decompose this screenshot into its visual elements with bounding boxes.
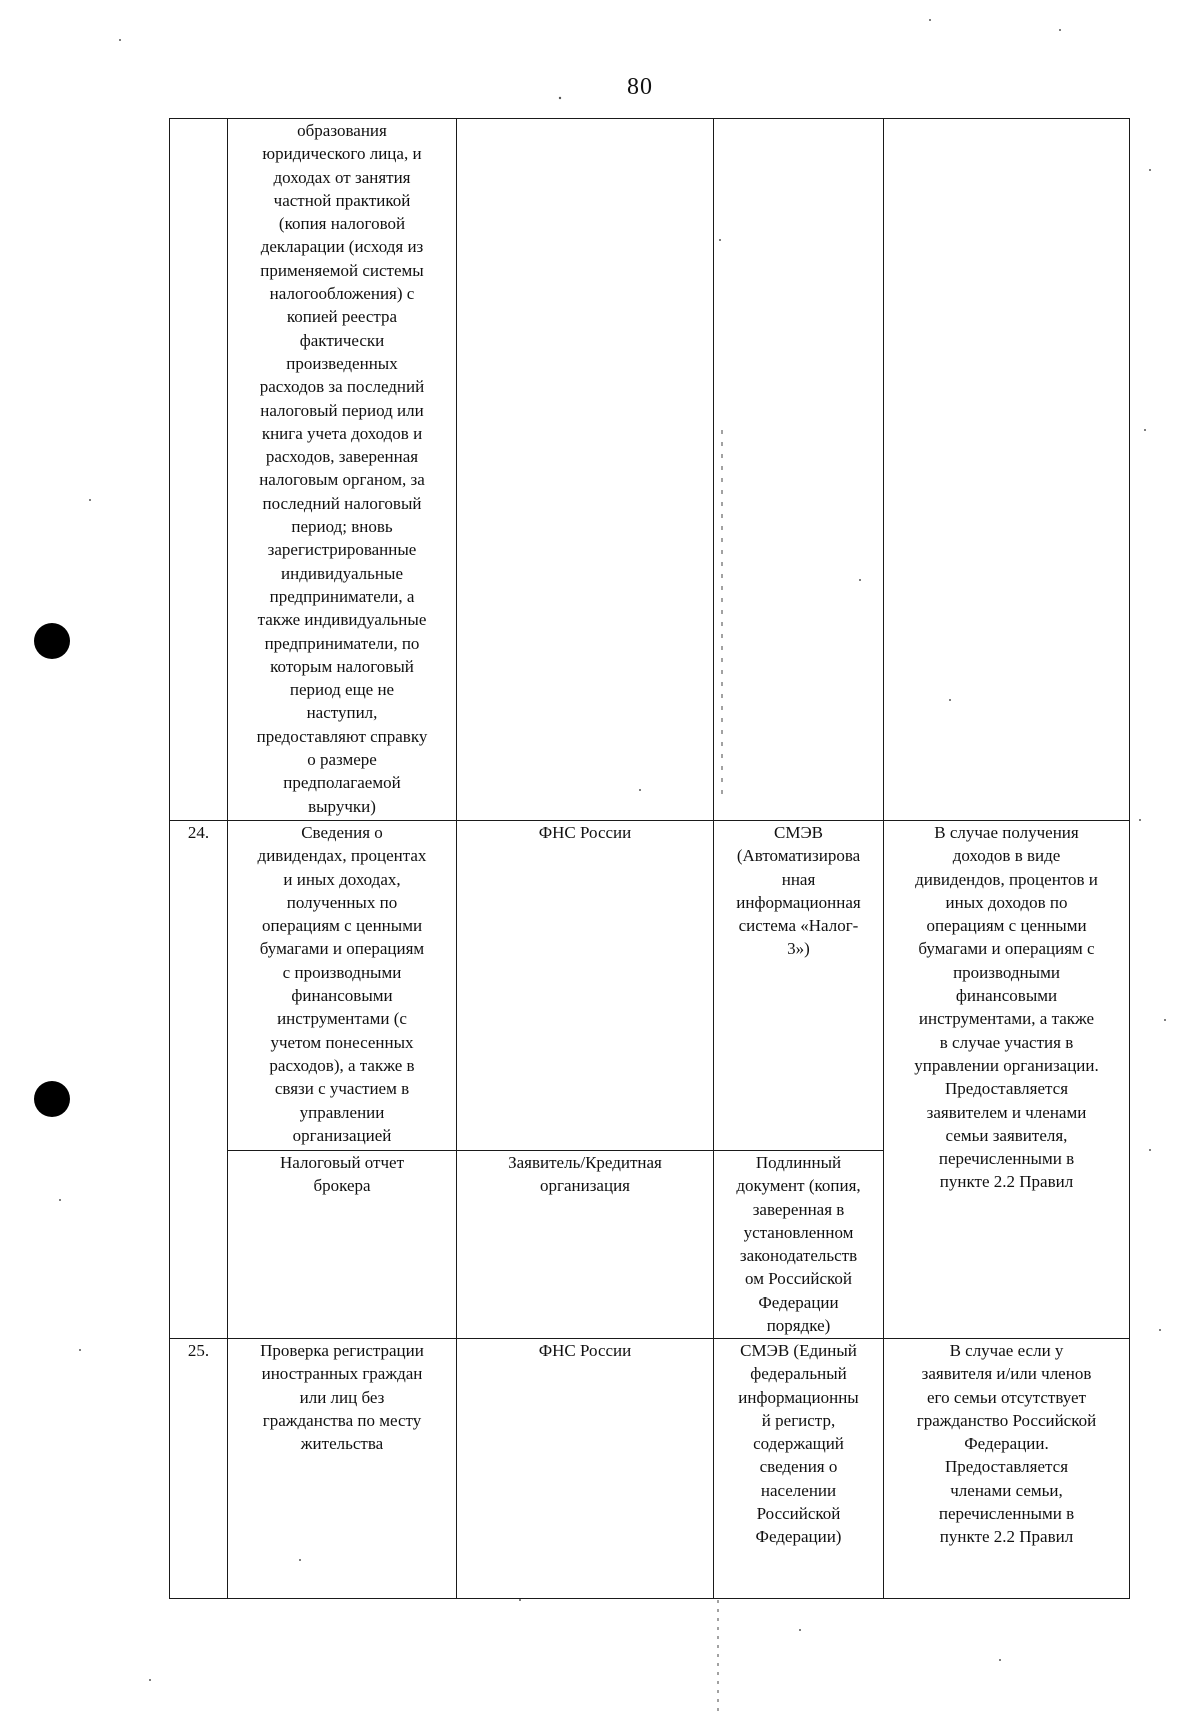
punch-hole-bottom	[34, 1081, 70, 1117]
table-row	[170, 1339, 1130, 1599]
source-cell: ФНС России	[457, 821, 714, 1151]
row-number-cell	[170, 119, 228, 821]
method-cell: СМЭВ (Автоматизирова нная информационная система «Налог- 3»)	[714, 821, 884, 1151]
document-name-cell: Проверка регистрации иностранных граждан или лиц без гражданства по месту жительства	[228, 1339, 457, 1599]
method-cell	[714, 119, 884, 821]
note-cell: В случае если у заявителя и/или членов его семьи отсутствует гражданство Российской Федерации. Предоставляется членами семьи, перечисленными в пункте 2.2 Правил	[884, 1339, 1130, 1599]
document-name-cell: Налоговый отчет брокера	[228, 1151, 457, 1339]
row-number-cell: 25.	[170, 1339, 228, 1599]
table-row	[170, 821, 1130, 1151]
document-name-cell: образования юридического лица, и доходах от занятия частной практикой (копия налоговой декларации (исходя из применяемой системы налогообложения) с копией реестра фактически произведенных расходов за последний налоговый период или книга учета доходов и расходов, заверенная налоговым органом, за последний налоговый период; вновь зарегистрированные индивидуальные предприниматели, а также индивидуальные предприниматели, по которым налоговый период еще не наступил, предоставляют справку о размере предполагаемой выручки)	[228, 119, 457, 821]
method-cell: СМЭВ (Единый федеральный информационны й регистр, содержащий сведения о населении Российской Федерации)	[714, 1339, 884, 1599]
table-row	[170, 119, 1130, 821]
note-cell: В случае получения доходов в виде дивидендов, процентов и иных доходов по операциям с ценными бумагами и операциям с производными финансовыми инструментами, а также в случае участия в управлении организации. Предоставляется заявителем и членами семьи заявителя, перечисленными в пункте 2.2 Правил	[884, 821, 1130, 1339]
source-cell: Заявитель/Кредитная организация	[457, 1151, 714, 1339]
source-cell: ФНС России	[457, 1339, 714, 1599]
source-cell	[457, 119, 714, 821]
punch-hole-top	[34, 623, 70, 659]
note-cell	[884, 119, 1130, 821]
row-number-cell: 24.	[170, 821, 228, 1339]
page-number: 80	[627, 74, 653, 100]
document-requirements-table	[169, 118, 1130, 1599]
document-name-cell: Сведения о дивидендах, процентах и иных доходах, полученных по операциям с ценными бумагами и операциям с производными финансовыми инструментами (с учетом понесенных расходов), а также в связи с участием в управлении организацией	[228, 821, 457, 1151]
method-cell: Подлинный документ (копия, заверенная в установленном законодательств ом Российской Федерации порядке)	[714, 1151, 884, 1339]
